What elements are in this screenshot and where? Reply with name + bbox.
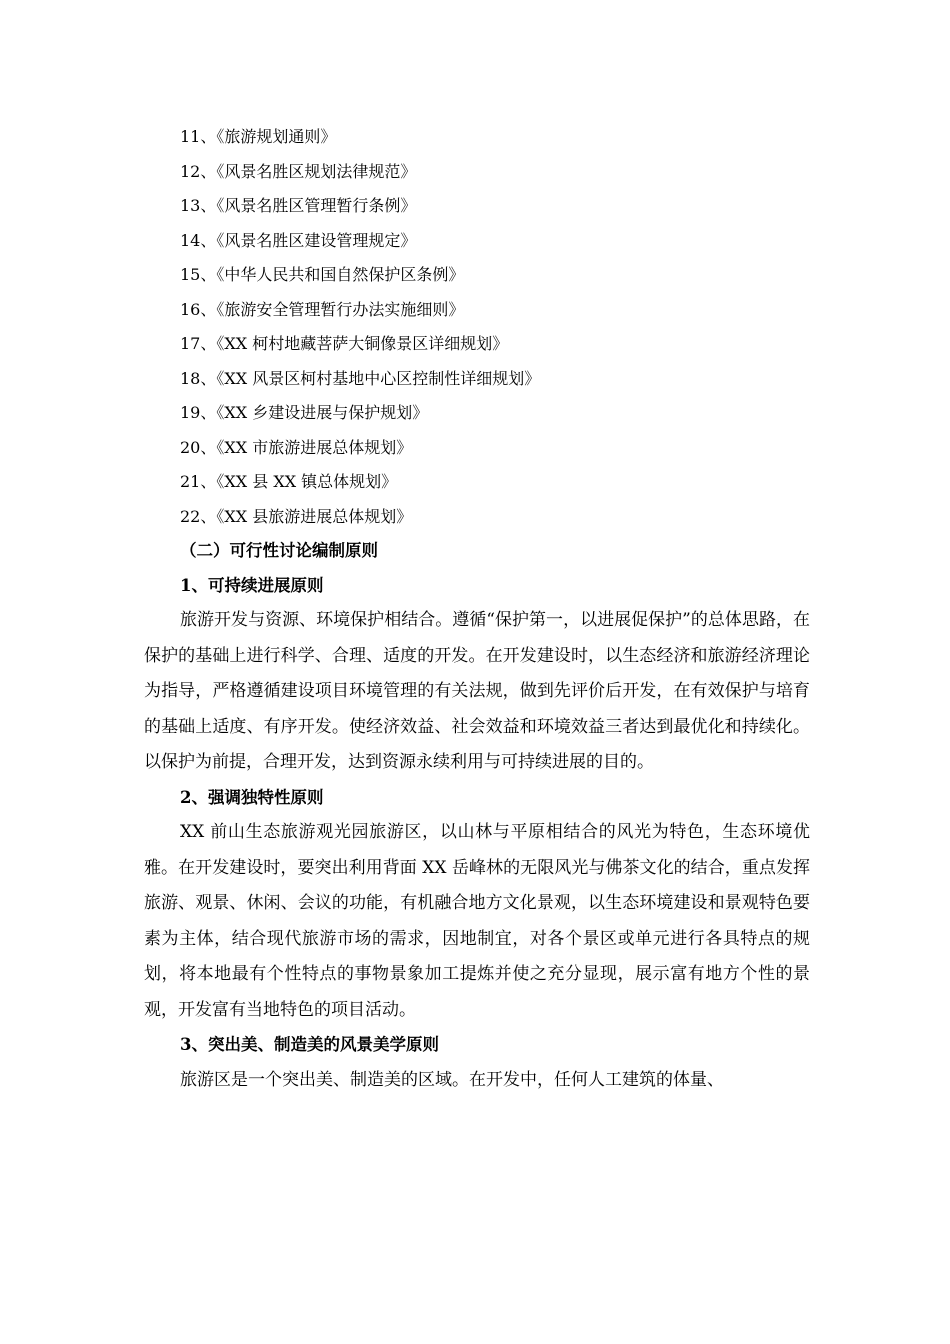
document-body [144,120,810,1098]
reference-item: 18、《XX 风景区柯村基地中心区控制性详细规划》 [180,368,541,388]
reference-item: 20、《XX 市旅游进展总体规划》 [180,437,413,457]
principle-heading: 2、强调独特性原则 [180,787,324,807]
reference-item: 22、《XX 县旅游进展总体规划》 [180,506,413,526]
reference-item: 12、《风景名胜区规划法律规范》 [180,161,417,181]
section-heading: （二）可行性讨论编制原则 [180,541,378,560]
reference-item: 15、《中华人民共和国自然保护区条例》 [180,265,465,284]
principle-heading: 1、可持续进展原则 [180,575,324,595]
reference-item: 11、《旅游规划通则》 [180,127,337,146]
principle-heading: 3、突出美、制造美的风景美学原则 [180,1035,439,1054]
reference-item: 17、《XX 柯村地藏菩萨大铜像景区详细规划》 [180,334,509,353]
principle-paragraph: XX 前山生态旅游观光园旅游区，以山林与平原相结合的风光为特色，生态环境优雅。在开发建设时，要突出利用背面 XX 岳峰林的无限风光与佛茶文化的结合，重点发挥旅游、观景、休闲、会议的功能，有机融合地方文化景观，以生态环境建设和景观特色要素为主体，结合现代旅游市场的需求，因地制宜，对各个景区或单元进行各具特点的规划，将本地最有个性特点的事物景象加工提炼并使之充分显现，展示富有地方个性的景观，开发富有当地特色的项目活动。 [144,822,810,1020]
reference-item: 21、《XX 县 XX 镇总体规划》 [180,472,398,491]
reference-item: 19、《XX 乡建设进展与保护规划》 [180,403,429,422]
reference-item: 14、《风景名胜区建设管理规定》 [180,230,417,250]
reference-item: 16、《旅游安全管理暂行办法实施细则》 [180,299,465,319]
principle-paragraph: 旅游区是一个突出美、制造美的区域。在开发中，任何人工建筑的体量、 [180,1069,724,1090]
reference-list [144,120,810,534]
reference-item: 13、《风景名胜区管理暂行条例》 [180,196,417,215]
principle-paragraph: 旅游开发与资源、环境保护相结合。遵循“保护第一，以进展促保护”的总体思路，在保护的基础上进行科学、合理、适度的开发。在开发建设时，以生态经济和旅游经济理论为指导，严格遵循建设项目环境管理的有关法规，做到先评价后开发，在有效保护与培育的基础上适度、有序开发。使经济效益、社会效益和环境效益三者达到最优化和持续化。以保护为前提，合理开发，达到资源永续利用与可持续进展的目的。 [144,610,810,772]
